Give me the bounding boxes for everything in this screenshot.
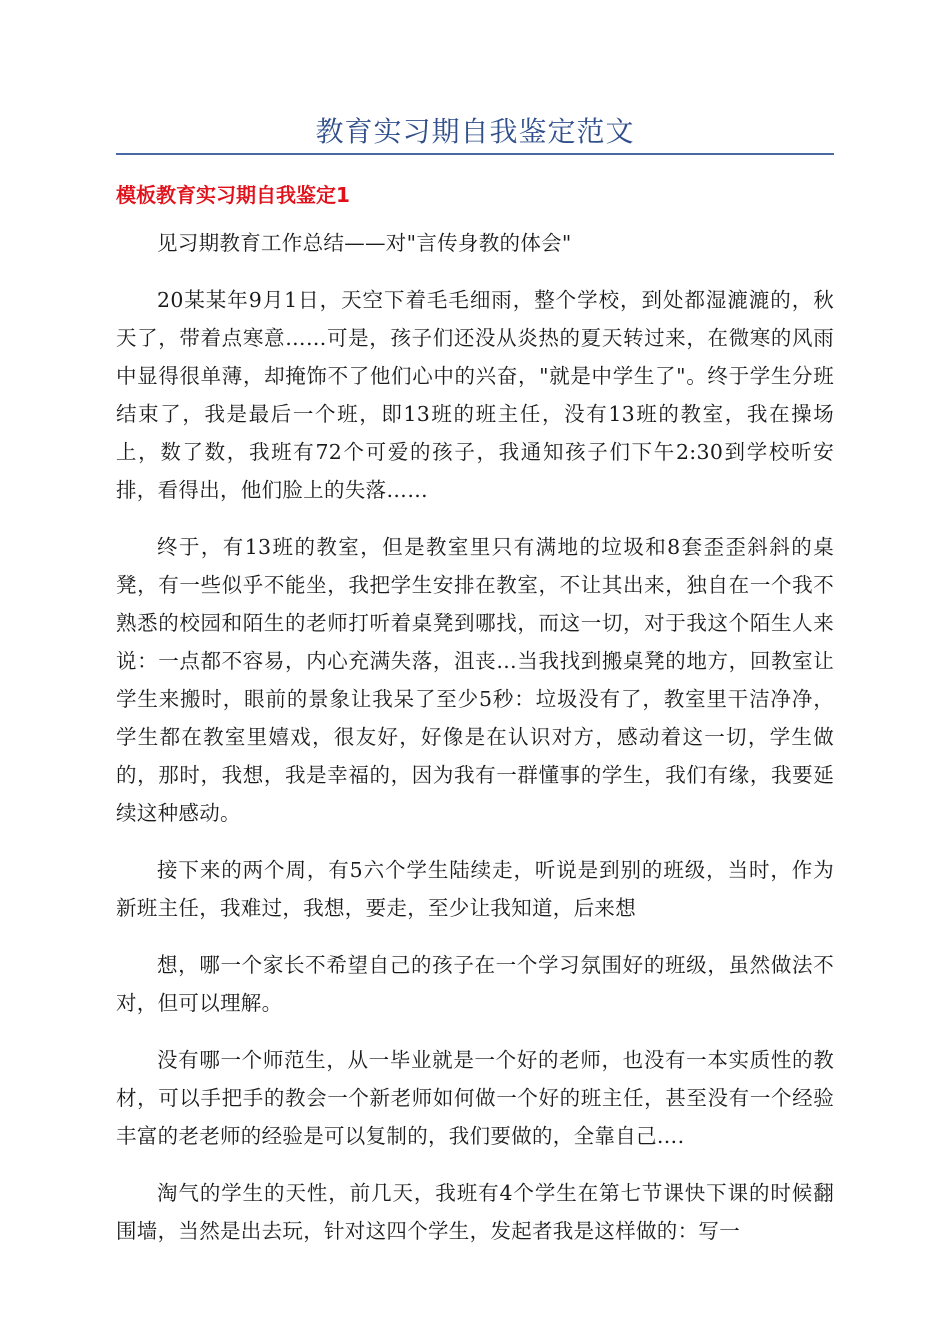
paragraph: 淘气的学生的天性，前几天，我班有4个学生在第七节课快下课的时候翻围墙，当然是出去玩，针对这四个学生，发起者我是这样做的：写一: [116, 1181, 834, 1243]
document-title: 教育实习期自我鉴定范文: [315, 115, 635, 148]
section-heading: 模板教育实习期自我鉴定1: [116, 183, 350, 207]
paragraph: 接下来的两个周，有5六个学生陆续走，听说是到别的班级，当时，作为新班主任，我难过，我想，要走，至少让我知道，后来想: [116, 858, 834, 920]
paragraph-subtitle: 见习期教育工作总结——对"言传身教的体会": [157, 231, 572, 255]
document-body: [116, 224, 834, 1269]
paragraph: 想，哪一个家长不希望自己的孩子在一个学习氛围好的班级，虽然做法不对，但可以理解。: [116, 953, 834, 1015]
paragraph: 20某某年9月1日，天空下着毛毛细雨，整个学校，到处都湿漉漉的，秋天了，带着点寒意……可是，孩子们还没从炎热的夏天转过来，在微寒的风雨中显得很单薄，却掩饰不了他们心中的兴奋，"就是中学生了"。终于学生分班结束了，我是最后一个班，即13班的班主任，没有13班的教室，我在操场上，数了数，我班有72个可爱的孩子，我通知孩子们下午2:30到学校听安排，看得出，他们脸上的失落……: [116, 288, 834, 502]
paragraph: 没有哪一个师范生，从一毕业就是一个好的老师，也没有一本实质性的教材，可以手把手的教会一个新老师如何做一个好的班主任，甚至没有一个经验丰富的老老师的经验是可以复制的，我们要做的，全靠自己….: [116, 1048, 834, 1148]
paragraph: 终于，有13班的教室，但是教室里只有满地的垃圾和8套歪歪斜斜的桌凳，有一些似乎不能坐，我把学生安排在教室，不让其出来，独自在一个我不熟悉的校园和陌生的老师打听着桌凳到哪找，而这一切，对于我这个陌生人来说：一点都不容易，内心充满失落，沮丧…当我找到搬桌凳的地方，回教室让学生来搬时，眼前的景象让我呆了至少5秒：垃圾没有了，教室里干洁净净，学生都在教室里嬉戏，很友好，好像是在认识对方，感动着这一切，学生做的，那时，我想，我是幸福的，因为我有一群懂事的学生，我们有缘，我要延续这种感动。: [116, 535, 834, 825]
title-divider: [116, 153, 834, 155]
